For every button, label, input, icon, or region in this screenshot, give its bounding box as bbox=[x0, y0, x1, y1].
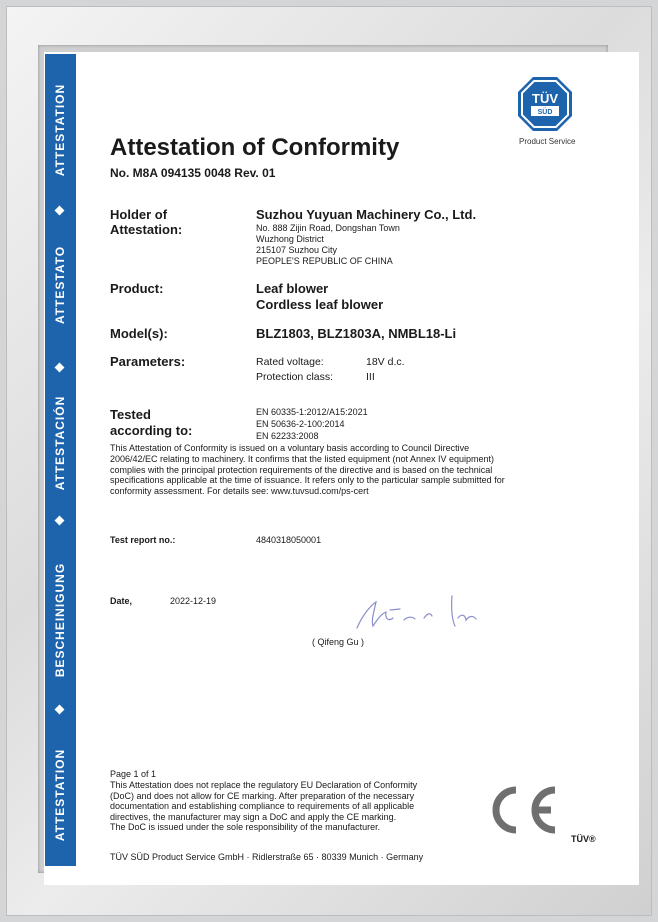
holder-address-line: 215107 Suzhou City bbox=[256, 245, 338, 255]
certificate-number: No. M8A 094135 0048 Rev. 01 bbox=[110, 166, 276, 180]
side-word-attestation: ATTESTATION bbox=[53, 83, 67, 177]
disclaimer-line: directives, the manufacturer may sign a DoC and apply the CE marking. bbox=[110, 811, 397, 822]
product-line: Leaf blower bbox=[256, 281, 329, 296]
side-word-attestacion: ATTESTACIÓN bbox=[53, 395, 67, 491]
parameter-name: Protection class: bbox=[256, 371, 334, 383]
parameter-value: III bbox=[366, 371, 375, 383]
holder-label-line1: Holder of bbox=[110, 207, 168, 222]
disclaimer-line: This Attestation does not replace the regulatory EU Declaration of Conformity bbox=[110, 780, 418, 790]
footer-address: TÜV SÜD Product Service GmbH · Ridlerstraße 65 · 80339 Munich · Germany bbox=[110, 852, 424, 862]
statement-line: This Attestation of Conformity is issued on a voluntary basis according to Council Directive bbox=[110, 443, 470, 453]
statement-line: conformity assessment. For details see: www.tuvsud.com/ps-cert bbox=[110, 486, 369, 497]
document-title: Attestation of Conformity bbox=[110, 134, 400, 161]
standard-item: EN 60335-1:2012/A15:2021 bbox=[256, 407, 368, 417]
parameter-name: Rated voltage: bbox=[256, 356, 324, 368]
holder-label-line2: Attestation: bbox=[110, 222, 183, 237]
side-word-bescheinigung: BESCHEINIGUNG bbox=[53, 562, 67, 678]
signatory-name: ( Qifeng Gu ) bbox=[312, 637, 365, 647]
standard-item: EN 50636-2-100:2014 bbox=[256, 419, 345, 429]
parameters-label: Parameters: bbox=[110, 354, 186, 369]
tested-label-line2: according to: bbox=[110, 423, 193, 438]
disclaimer-line: The DoC is issued under the sole responsibility of the manufacturer. bbox=[110, 822, 381, 833]
disclaimer-line: documentation and establishing compliance to requirements of all applicable bbox=[110, 801, 415, 812]
date-label: Date, bbox=[110, 596, 133, 606]
statement-line: complies with the principal protection requirements of the directive and is based on the technical bbox=[110, 464, 493, 475]
ce-mark-icon bbox=[481, 784, 559, 836]
product-line: Cordless leaf blower bbox=[256, 297, 384, 312]
tested-label-line1: Tested bbox=[110, 407, 151, 422]
tuv-sud-logo-icon bbox=[517, 76, 573, 132]
conformity-statement bbox=[110, 443, 565, 497]
test-report-number: 4840318050001 bbox=[256, 535, 322, 545]
models-label: Model(s): bbox=[110, 326, 168, 341]
models-value: BLZ1803, BLZ1803A, NMBL18-Li bbox=[256, 326, 457, 341]
handwritten-signature bbox=[352, 590, 492, 635]
logo-mark-text: TÜV bbox=[532, 91, 558, 106]
standard-item: EN 62233:2008 bbox=[256, 431, 319, 441]
holder-address-line: Wuzhong District bbox=[256, 234, 324, 244]
holder-address-line: No. 888 Zijin Road, Dongshan Town bbox=[256, 223, 400, 233]
tuv-mark: TÜV® bbox=[571, 834, 596, 844]
parameter-value: 18V d.c. bbox=[366, 356, 405, 368]
date-value: 2022-12-19 bbox=[170, 596, 217, 606]
disclaimer-line: (DoC) and does not allow for CE marking. After preparation of the necessary bbox=[110, 790, 415, 801]
statement-line: 2006/42/EC relating to machinery. It confirms that the listed equipment (not Annex IV equipment) bbox=[110, 453, 495, 464]
test-report-label: Test report no.: bbox=[110, 535, 176, 545]
holder-name: Suzhou Yuyuan Machinery Co., Ltd. bbox=[256, 207, 477, 222]
statement-line: specifications applicable at the time of issuance. It refers only to the particular sample submitted for bbox=[110, 475, 505, 486]
holder-address-line: PEOPLE'S REPUBLIC OF CHINA bbox=[256, 256, 393, 266]
logo-mark-subtext: SÜD bbox=[537, 109, 553, 116]
page-indicator: Page 1 of 1 bbox=[110, 769, 157, 779]
side-word-attestato: ATTESTATO bbox=[53, 245, 67, 325]
product-label: Product: bbox=[110, 281, 164, 296]
footer-disclaimer bbox=[110, 780, 470, 833]
logo-subtitle: Product Service bbox=[519, 137, 576, 146]
side-word-attestation-2: ATTESTATION bbox=[53, 748, 67, 842]
